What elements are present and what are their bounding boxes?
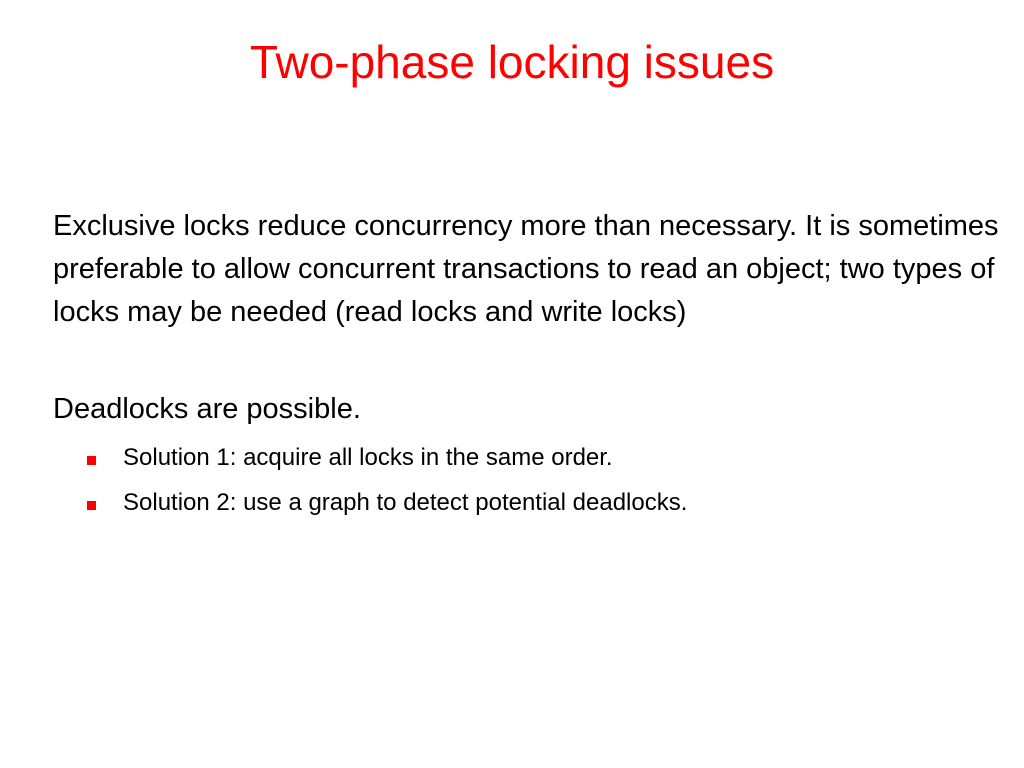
solution-1-text: Solution 1: acquire all locks in the same order. <box>123 444 613 471</box>
slide-title: Two-phase locking issues <box>249 36 775 88</box>
solution-2-text: Solution 2: use a graph to detect potential deadlocks. <box>123 489 688 516</box>
square-bullet-icon <box>87 456 96 465</box>
solutions-list <box>53 435 1019 525</box>
list-item <box>53 435 1019 480</box>
slide-body <box>53 205 1019 525</box>
paragraph-exclusive-locks: Exclusive locks reduce concurrency more than necessary. It is sometimes preferable to allow concurrent transactions to read an object; two types of locks may be needed (read locks and write locks) <box>53 210 999 328</box>
list-item <box>53 480 1019 525</box>
square-bullet-icon <box>87 501 96 510</box>
paragraph-deadlocks: Deadlocks are possible. <box>53 393 361 425</box>
